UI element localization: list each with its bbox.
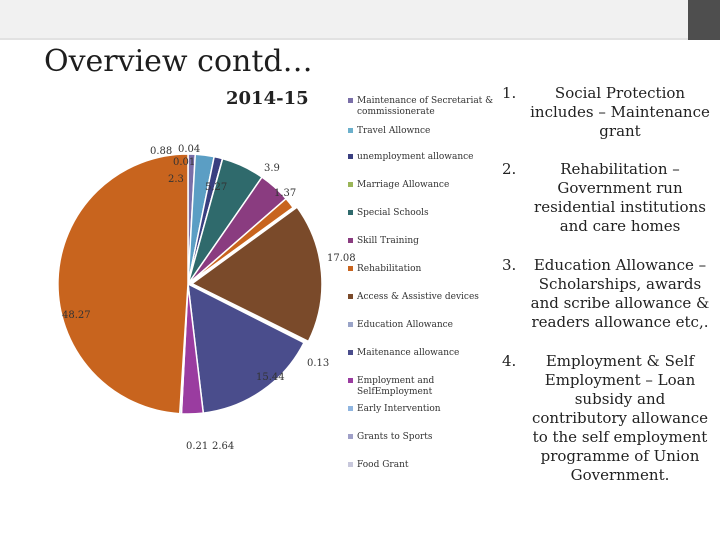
slice-value-label: 15.44: [256, 372, 285, 383]
note-number: 1.: [502, 84, 517, 102]
legend-swatch: [348, 462, 353, 467]
legend-label: unemployment allowance: [357, 152, 474, 162]
legend-swatch: [348, 406, 353, 411]
legend-swatch: [348, 266, 353, 271]
legend-item: [348, 292, 496, 303]
legend-swatch: [348, 378, 353, 383]
legend-swatch: [348, 322, 353, 327]
legend-item: [348, 432, 496, 443]
legend-item: [348, 320, 496, 331]
legend-label: Special Schools: [357, 208, 429, 218]
legend-label: Maitenance allowance: [357, 348, 460, 358]
slice-value-label: 2.64: [212, 441, 235, 452]
legend-swatch: [348, 210, 353, 215]
note-item: [502, 256, 712, 332]
legend-item: [348, 152, 496, 163]
legend-item: [348, 96, 496, 118]
legend-label: Maintenance of Secretariat & commissionerate: [357, 96, 494, 117]
note-number: 3.: [502, 256, 517, 274]
legend-swatch: [348, 238, 353, 243]
legend-item: [348, 460, 496, 471]
slice-value-label: 0.13: [307, 358, 330, 369]
legend-swatch: [348, 128, 353, 133]
note-item: [502, 352, 712, 485]
legend-label: Travel Allownce: [357, 126, 431, 136]
note-number: 2.: [502, 160, 517, 178]
slice-value-label: 48.27: [62, 310, 91, 321]
legend-item: [348, 126, 496, 137]
slice-value-label: 17.08: [327, 253, 356, 264]
slice-value-label: 2.3: [168, 174, 184, 185]
slice-value-label: 0.04: [178, 144, 201, 155]
legend-item: [348, 348, 496, 359]
slice-value-label: 0.21: [186, 441, 209, 452]
note-text: Education Allowance – Scholarships, awards and scribe allowance & readers allowance etc,.: [530, 256, 710, 331]
note-number: 4.: [502, 352, 517, 370]
legend-label: Rehabilitation: [357, 264, 422, 274]
legend-label: Education Allowance: [357, 320, 454, 330]
note-text: Rehabilitation – Government run residential institutions and care homes: [534, 160, 706, 235]
legend-label: Food Grant: [357, 460, 409, 470]
slice-value-label: 1.37: [274, 188, 297, 199]
legend-label: Marriage Allowance: [357, 180, 450, 190]
legend-swatch: [348, 98, 353, 103]
legend-item: [348, 208, 496, 219]
note-text: Employment & Self Employment – Loan subsidy and contributory allowance to the self employment programme of Union Government.: [531, 352, 709, 484]
legend-label: Employment and SelfEmployment: [357, 376, 435, 397]
pie-slice-13: [58, 154, 188, 414]
note-item: [502, 160, 712, 236]
legend-swatch: [348, 350, 353, 355]
slide-title: Overview contd…: [44, 44, 313, 79]
slice-value-label: 0.88: [150, 146, 173, 157]
legend-item: [348, 376, 496, 398]
slice-value-label: 0.01: [173, 157, 196, 168]
legend-label: Access & Assistive devices: [357, 292, 479, 302]
legend-label: Early Intervention: [357, 404, 441, 414]
legend-swatch: [348, 434, 353, 439]
note-item: [502, 84, 712, 141]
slice-value-label: 5.27: [205, 182, 228, 193]
legend-item: [348, 236, 496, 247]
legend-swatch: [348, 182, 353, 187]
note-text: Social Protection includes – Maintenance grant: [530, 84, 710, 140]
legend-item: [348, 404, 496, 415]
legend-item: [348, 180, 496, 191]
chart-title: 2014-15: [226, 88, 309, 109]
legend-label: Skill Training: [357, 236, 419, 246]
slice-value-label: 3.9: [264, 163, 280, 174]
legend-label: Grants to Sports: [357, 432, 433, 442]
legend-item: [348, 264, 496, 275]
legend-swatch: [348, 154, 353, 159]
legend-swatch: [348, 294, 353, 299]
